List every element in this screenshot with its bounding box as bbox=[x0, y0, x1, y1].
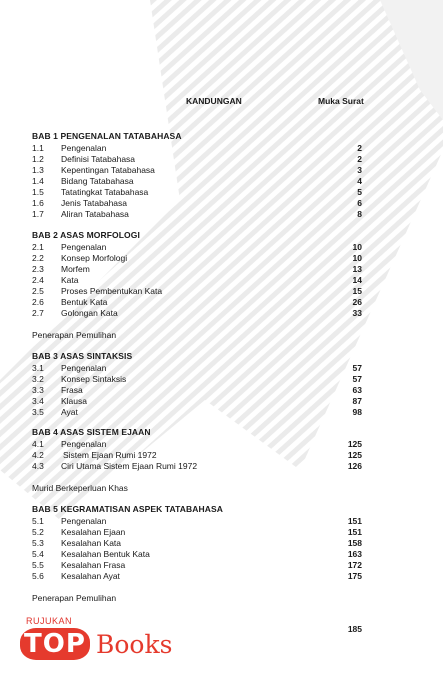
toc-entry bbox=[32, 538, 362, 549]
section-page: 163 bbox=[347, 549, 362, 559]
section-page: 26 bbox=[352, 297, 362, 307]
section-page: 158 bbox=[347, 538, 362, 548]
toc-entry bbox=[32, 187, 362, 198]
section-page: 126 bbox=[347, 461, 362, 471]
section-title: Kata bbox=[61, 275, 79, 285]
section-title: Bidang Tatabahasa bbox=[61, 176, 134, 186]
section-number: 2.4 bbox=[32, 275, 44, 285]
section-title: Pengenalan bbox=[61, 143, 107, 153]
section-page: 14 bbox=[352, 275, 362, 285]
section-page: 4 bbox=[357, 176, 362, 186]
section-number: 5.5 bbox=[32, 560, 44, 570]
section-number: 2.2 bbox=[32, 253, 44, 263]
section-title: Proses Pembentukan Kata bbox=[61, 286, 163, 296]
toc-entry bbox=[32, 396, 362, 407]
toc-entry bbox=[32, 154, 362, 165]
section-title: Konsep Morfologi bbox=[61, 253, 128, 263]
section-title: Kesalahan Ejaan bbox=[61, 527, 126, 537]
section-title: Klausa bbox=[61, 396, 87, 406]
toc-entry bbox=[32, 560, 362, 571]
section-page: 10 bbox=[352, 242, 362, 252]
chapter-title: BAB 1 PENGENALAN TATABAHASA bbox=[32, 131, 182, 141]
chapter-title: BAB 4 ASAS SISTEM EJAAN bbox=[32, 427, 151, 437]
section-number: 2.3 bbox=[32, 264, 44, 274]
section-number: 2.6 bbox=[32, 297, 44, 307]
section-page: 125 bbox=[347, 439, 362, 449]
toc-entry bbox=[32, 407, 362, 418]
page-number-heading: Muka Surat bbox=[318, 96, 364, 106]
section-page: 15 bbox=[352, 286, 362, 296]
toc-entry bbox=[32, 264, 362, 275]
section-number: 4.3 bbox=[32, 461, 44, 471]
section-title: Kesalahan Frasa bbox=[61, 560, 126, 570]
chapter-title: BAB 3 ASAS SINTAKSIS bbox=[32, 351, 133, 361]
section-number: 5.6 bbox=[32, 571, 44, 581]
toc-entry bbox=[32, 363, 362, 374]
toc-entry bbox=[32, 143, 362, 154]
toc-entry bbox=[32, 571, 362, 582]
section-number: 1.2 bbox=[32, 154, 44, 164]
section-number: 5.4 bbox=[32, 549, 44, 559]
section-number: 3.4 bbox=[32, 396, 44, 406]
section-number: 2.5 bbox=[32, 286, 44, 296]
section-title: Kesalahan Kata bbox=[61, 538, 122, 548]
section-page: 33 bbox=[352, 308, 362, 318]
toc-entry bbox=[32, 527, 362, 538]
section-page: 125 bbox=[347, 450, 362, 460]
section-page: 10 bbox=[352, 253, 362, 263]
section-title: Golongan Kata bbox=[61, 308, 118, 318]
section-title: Kesalahan Bentuk Kata bbox=[61, 549, 150, 559]
section-page: 2 bbox=[357, 154, 362, 164]
toc-entry bbox=[32, 461, 362, 472]
section-number: 4.2 bbox=[32, 450, 44, 460]
unnumbered-entry: Penerapan Pemulihan bbox=[32, 593, 117, 603]
toc-entry bbox=[32, 385, 362, 396]
section-title: Frasa bbox=[61, 385, 83, 395]
section-number: 3.3 bbox=[32, 385, 44, 395]
section-page: 175 bbox=[347, 571, 362, 581]
toc-entry bbox=[32, 549, 362, 560]
section-page: 151 bbox=[347, 527, 362, 537]
section-title: Pengenalan bbox=[61, 439, 107, 449]
section-page: 3 bbox=[357, 165, 362, 175]
section-number: 1.7 bbox=[32, 209, 44, 219]
section-page: 172 bbox=[347, 560, 362, 570]
section-number: 1.4 bbox=[32, 176, 44, 186]
logo-books-text: Books bbox=[96, 630, 173, 659]
toc-entry bbox=[32, 450, 362, 461]
section-number: 1.1 bbox=[32, 143, 44, 153]
chapter-title: BAB 2 ASAS MORFOLOGI bbox=[32, 230, 140, 240]
section-title: Pengenalan bbox=[61, 242, 107, 252]
chapter-title: BAB 5 KEGRAMATISAN ASPEK TATABAHASA bbox=[32, 504, 223, 514]
toc-entry bbox=[32, 374, 362, 385]
section-page: 87 bbox=[352, 396, 362, 406]
logo-rujukan-text: RUJUKAN bbox=[26, 616, 73, 626]
section-number: 1.3 bbox=[32, 165, 44, 175]
section-title: Konsep Sintaksis bbox=[61, 374, 127, 384]
toc-entry bbox=[32, 198, 362, 209]
section-number: 1.5 bbox=[32, 187, 44, 197]
contents-heading: KANDUNGAN bbox=[186, 96, 242, 106]
section-title: Aliran Tatabahasa bbox=[61, 209, 129, 219]
section-page: 98 bbox=[352, 407, 362, 417]
toc-entry bbox=[32, 242, 362, 253]
section-number: 4.1 bbox=[32, 439, 44, 449]
section-number: 5.2 bbox=[32, 527, 44, 537]
section-number: 2.1 bbox=[32, 242, 44, 252]
section-title: Ayat bbox=[61, 407, 78, 417]
unnumbered-entry: Murid Berkeperluan Khas bbox=[32, 483, 128, 493]
toc-entry bbox=[32, 308, 362, 319]
section-number: 5.3 bbox=[32, 538, 44, 548]
section-title: Kesalahan Ayat bbox=[61, 571, 120, 581]
toc-entry bbox=[32, 209, 362, 220]
section-page: 5 bbox=[357, 187, 362, 197]
section-page: 6 bbox=[357, 198, 362, 208]
toc-entry bbox=[32, 253, 362, 264]
section-title: Jenis Tatabahasa bbox=[61, 198, 128, 208]
section-page: 57 bbox=[352, 374, 362, 384]
section-page: 151 bbox=[347, 516, 362, 526]
section-page: 2 bbox=[357, 143, 362, 153]
toc-entry bbox=[32, 165, 362, 176]
section-title: Sistem Ejaan Rumi 1972 bbox=[63, 450, 157, 460]
final-page-number: 185 bbox=[347, 624, 362, 634]
logo-top-badge: TOP bbox=[20, 628, 90, 660]
section-title: Kepentingan Tatabahasa bbox=[61, 165, 155, 175]
unnumbered-entry: Penerapan Pemulihan bbox=[32, 330, 117, 340]
section-number: 3.5 bbox=[32, 407, 44, 417]
section-title: Bentuk Kata bbox=[61, 297, 108, 307]
section-number: 3.1 bbox=[32, 363, 44, 373]
toc-entry bbox=[32, 516, 362, 527]
toc-entry bbox=[32, 176, 362, 187]
section-page: 57 bbox=[352, 363, 362, 373]
section-title: Ciri Utama Sistem Ejaan Rumi 1972 bbox=[61, 461, 198, 471]
section-title: Pengenalan bbox=[61, 363, 107, 373]
section-title: Definisi Tatabahasa bbox=[61, 154, 136, 164]
section-page: 63 bbox=[352, 385, 362, 395]
toc-entry bbox=[32, 275, 362, 286]
toc-entry bbox=[32, 297, 362, 308]
topbooks-logo bbox=[14, 610, 204, 670]
section-title: Pengenalan bbox=[61, 516, 107, 526]
section-title: Morfem bbox=[61, 264, 90, 274]
section-page: 13 bbox=[352, 264, 362, 274]
section-number: 2.7 bbox=[32, 308, 44, 318]
toc-entry bbox=[32, 286, 362, 297]
section-number: 1.6 bbox=[32, 198, 44, 208]
toc-entry bbox=[32, 439, 362, 450]
section-title: Tatatingkat Tatabahasa bbox=[61, 187, 149, 197]
section-number: 5.1 bbox=[32, 516, 44, 526]
section-page: 8 bbox=[357, 209, 362, 219]
section-number: 3.2 bbox=[32, 374, 44, 384]
